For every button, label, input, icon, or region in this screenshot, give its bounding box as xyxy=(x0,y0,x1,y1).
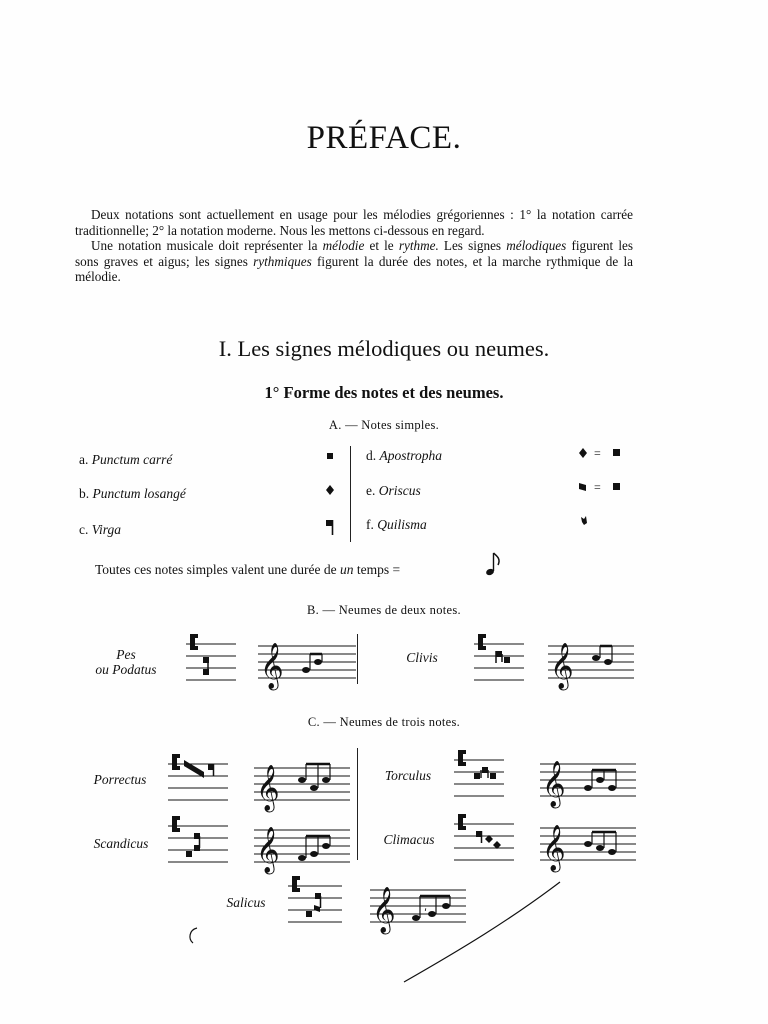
note-oriscus: e. Oriscus xyxy=(366,483,421,498)
treble-clef-icon: 𝄞 xyxy=(542,825,566,871)
subhead-trois-notes: C. — Neumes de trois notes. xyxy=(307,715,461,729)
oriscus-glyph xyxy=(578,481,628,495)
subhead-deux-notes: B. — Neumes de deux notes. xyxy=(307,603,461,617)
label-scandicus: Scandicus xyxy=(93,836,149,851)
note-punctum-losange: b. Punctum losangé xyxy=(79,486,186,501)
treble-clef-icon: 𝄞 xyxy=(550,643,574,689)
scandicus-modern-notation xyxy=(254,814,354,874)
svg-text:=: = xyxy=(594,446,601,460)
svg-text:=: = xyxy=(594,480,601,494)
pes-square-notation xyxy=(186,632,238,690)
apostropha-glyph xyxy=(578,447,628,461)
torculus-square-notation xyxy=(454,748,506,808)
climacus-modern-notation xyxy=(540,812,640,872)
intro-paragraph-1: Deux notations sont actuellement en usage pour les mélodies grégoriennes : 1° la notation carrée traditionnelle; 2° la notation moderne. Nous les mettons ci-dessous en regard. xyxy=(75,207,633,238)
treble-clef-icon: 𝄞 xyxy=(372,887,396,933)
subhead-notes-simples: A. — Notes simples. xyxy=(328,418,440,432)
treble-clef-icon: 𝄞 xyxy=(256,827,280,873)
eighth-note-icon xyxy=(485,550,505,578)
divider xyxy=(350,446,351,542)
label-torculus: Torculus xyxy=(384,768,432,783)
note-virga: c. Virga xyxy=(79,522,121,537)
note-punctum-carre: a. Punctum carré xyxy=(79,452,173,467)
treble-clef-icon: 𝄞 xyxy=(260,643,284,689)
label-pes: Pes ou Podatus xyxy=(95,647,157,677)
clivis-modern-notation xyxy=(548,632,638,690)
clivis-square-notation xyxy=(474,632,526,690)
label-clivis: Clivis xyxy=(406,650,438,665)
label-climacus: Climacus xyxy=(383,832,435,847)
porrectus-modern-notation xyxy=(254,752,354,812)
punctum-losange-glyph xyxy=(326,485,336,497)
note-apostropha: d. Apostropha xyxy=(366,448,443,463)
intro-paragraph-2: Une notation musicale doit représenter la mélodie et le rythme. Les signes mélodiques figurent les sons graves et aigus; les signes rythmiques figurent la durée des notes, et la marche rythmique de la mélodie. xyxy=(75,238,633,284)
section-heading: I. Les signes mélodiques ou neumes. xyxy=(218,336,550,361)
torculus-modern-notation xyxy=(540,748,640,808)
note-quilisma: f. Quilisma xyxy=(366,517,427,532)
climacus-square-notation xyxy=(454,812,516,872)
intro-text xyxy=(75,207,633,285)
scan-mark xyxy=(185,925,205,949)
divider xyxy=(357,748,358,860)
label-salicus: Salicus xyxy=(226,895,266,910)
salicus-square-notation xyxy=(288,874,344,934)
quilisma-glyph xyxy=(580,515,590,529)
treble-clef-icon: 𝄞 xyxy=(542,761,566,807)
virga-glyph xyxy=(325,518,337,538)
page-title: PRÉFACE. xyxy=(306,120,462,156)
treble-clef-icon: 𝄞 xyxy=(256,765,280,811)
pes-modern-notation xyxy=(258,632,358,690)
punctum-carre-glyph xyxy=(326,452,336,462)
duration-text: Toutes ces notes simples valent une durée de un temps = xyxy=(95,562,401,577)
label-porrectus: Porrectus xyxy=(93,772,147,787)
scan-stroke xyxy=(400,870,570,990)
subsection-heading: 1° Forme des notes et des neumes. xyxy=(264,383,504,402)
scandicus-square-notation xyxy=(168,814,230,874)
porrectus-square-notation xyxy=(168,752,230,812)
accent-mark-icon: ʹ xyxy=(424,907,428,920)
